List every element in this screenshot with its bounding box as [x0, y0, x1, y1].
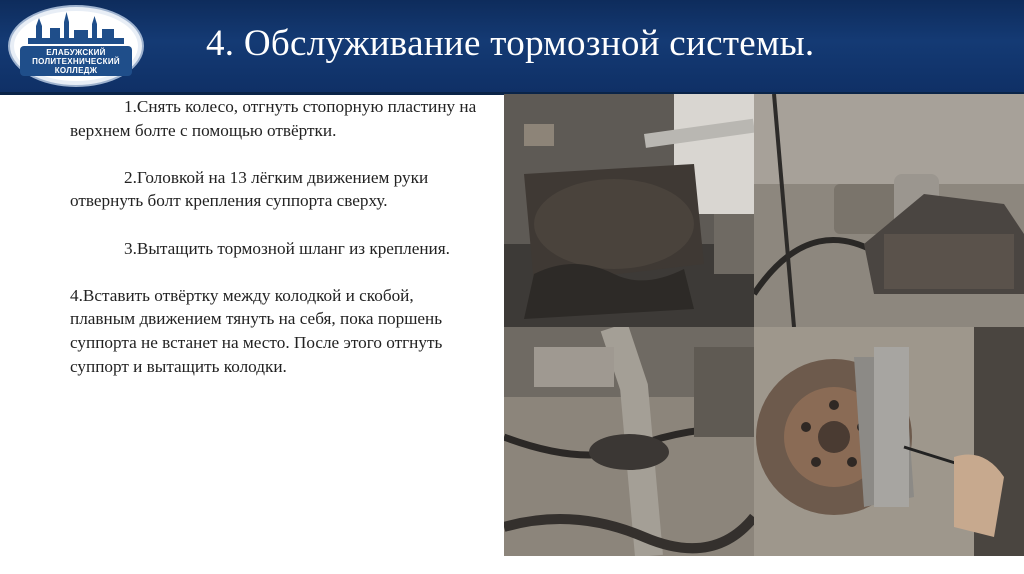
page-title: 4. Обслуживание тормозной системы.	[206, 23, 815, 64]
logo-text: ЕЛАБУЖСКИЙ ПОЛИТЕХНИЧЕСКИЙ КОЛЛЕДЖ	[32, 48, 120, 75]
photo-disc-pads	[754, 327, 1024, 556]
photo-caliper-socket	[754, 94, 1024, 327]
photo-caliper-screwdriver	[504, 94, 754, 327]
step-2: 2.Головкой на 13 лёгким движением руки отвернуть болт крепления суппорта сверху.	[70, 167, 429, 211]
step-1: 1.Снять колесо, отгнуть стопорную пластину на верхнем болте с помощью отвёртки.	[70, 97, 477, 140]
college-logo	[6, 4, 146, 88]
photo-brake-hose	[504, 327, 754, 556]
photo-grid	[504, 94, 1024, 556]
step-4: 4.Вставить отвёртку между колодкой и скобой, плавным движением тянуть на себя, пока поршень суппорта не встанет на место. После этого отгнуть суппорт и вытащить колодки.	[70, 285, 443, 376]
step-3: 3.Вытащить тормозной шланг из крепления.	[124, 238, 450, 258]
instructions	[70, 95, 480, 402]
header-bar	[0, 0, 1024, 95]
